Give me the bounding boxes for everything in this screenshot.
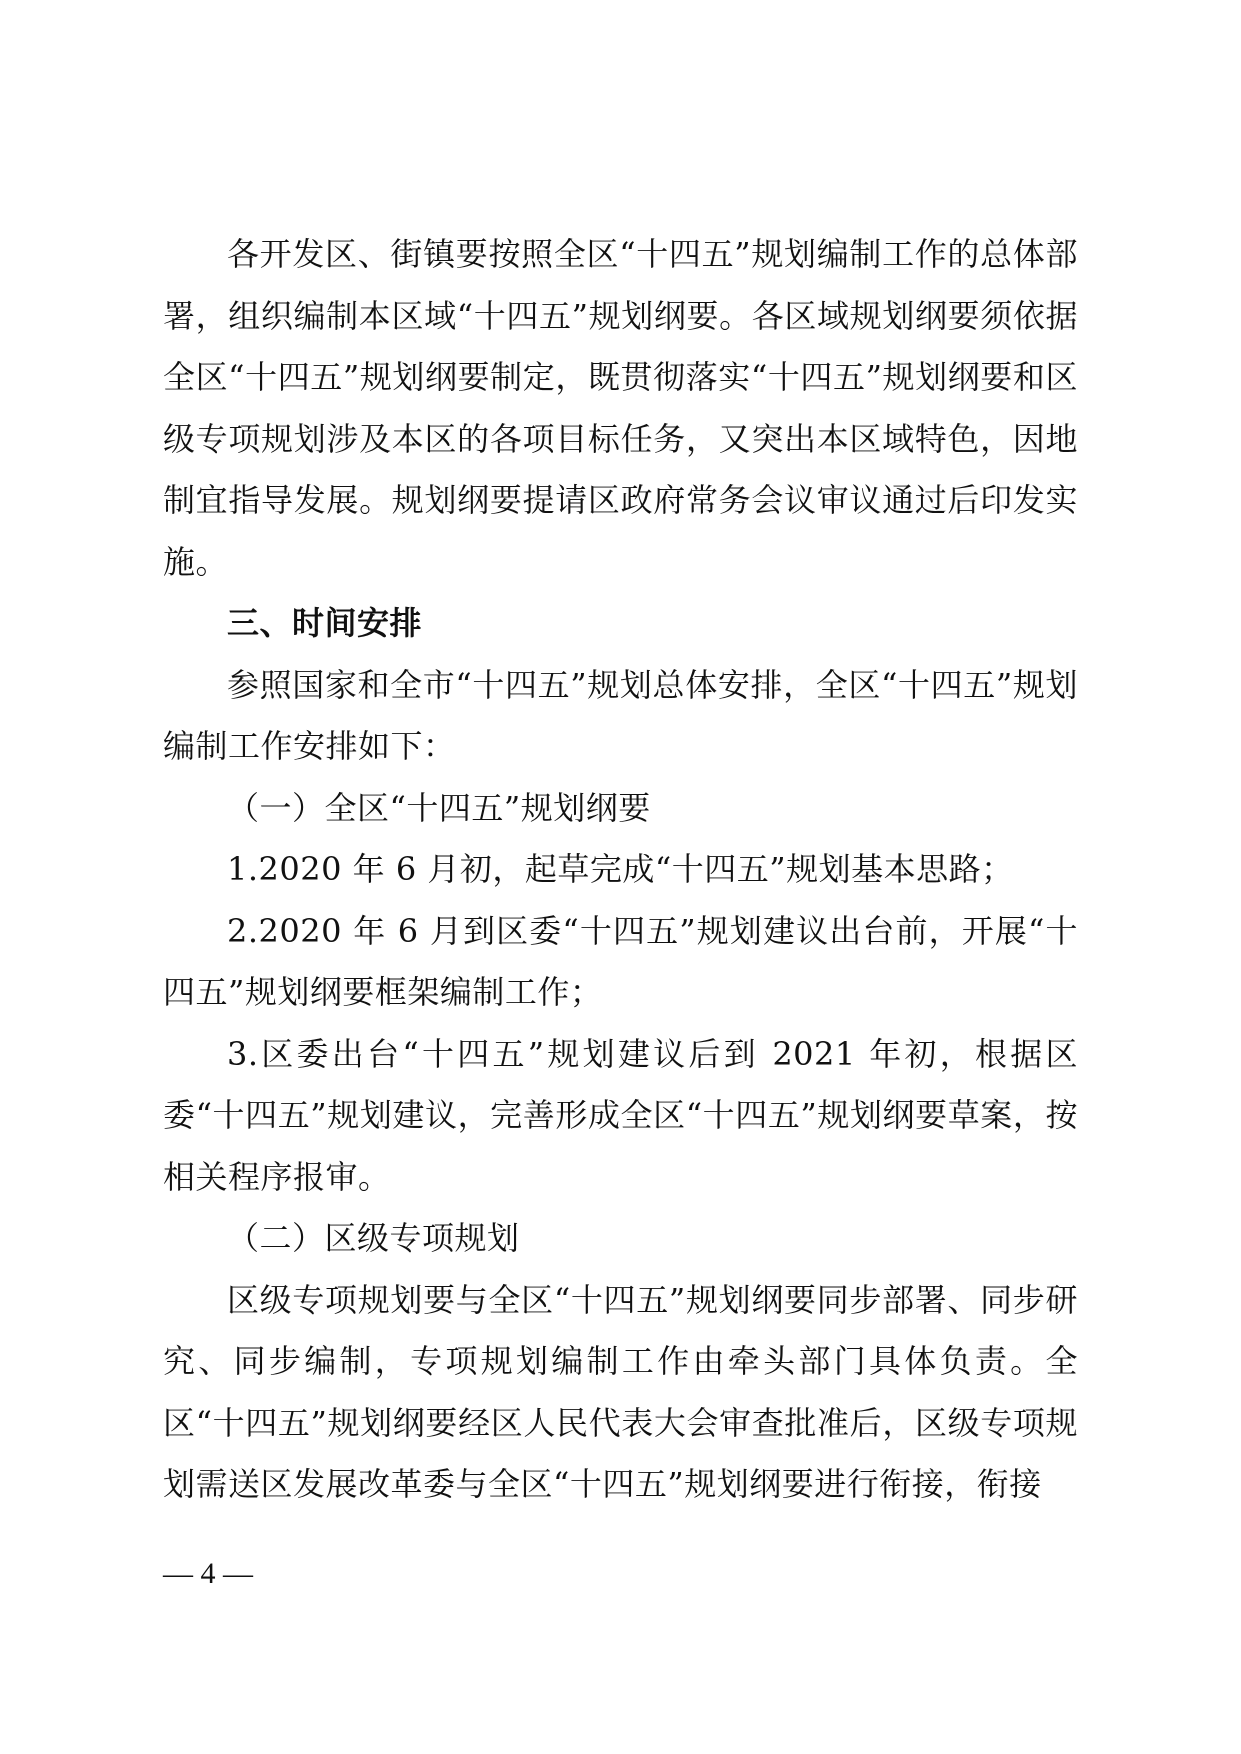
paragraph-special-plans: 区级专项规划要与全区“十四五”规划纲要同步部署、同步研究、同步编制，专项规划编制工作由牵头部门具体负责。全区“十四五”规划纲要经区人民代表大会审查批准后，区级专项规划需送区发展改革委与全区“十四五”规划纲要进行衔接，衔接 xyxy=(163,1280,1078,1503)
page-number: — 4 — xyxy=(163,1557,253,1590)
document-body xyxy=(163,224,1078,1516)
list-item-1: 1.2020 年 6 月初，起草完成“十四五”规划基本思路； xyxy=(227,850,1014,888)
list-item-3: 3.区委出台“十四五”规划建议后到 2021 年初，根据区委“十四五”规划建议，完善形成全区“十四五”规划纲要草案，按相关程序报审。 xyxy=(163,1034,1078,1196)
list-item-2: 2.2020 年 6 月到区委“十四五”规划建议出台前，开展“十四五”规划纲要框架编制工作； xyxy=(163,911,1078,1011)
paragraph-schedule-intro: 参照国家和全市“十四五”规划总体安排，全区“十四五”规划编制工作安排如下： xyxy=(163,665,1078,765)
paragraph-district-planning: 各开发区、街镇要按照全区“十四五”规划编制工作的总体部署，组织编制本区域“十四五”规划纲要。各区域规划纲要须依据全区“十四五”规划纲要制定，既贯彻落实“十四五”规划纲要和区级专项规划涉及本区的各项目标任务，又突出本区域特色，因地制宜指导发展。规划纲要提请区政府常务会议审议通过后印发实施。 xyxy=(163,235,1078,581)
subheading-outline: （一）全区“十四五”规划纲要 xyxy=(227,788,651,827)
section-heading-schedule: 三、时间安排 xyxy=(227,604,423,642)
subheading-special-plans: （二）区级专项规划 xyxy=(227,1219,520,1257)
